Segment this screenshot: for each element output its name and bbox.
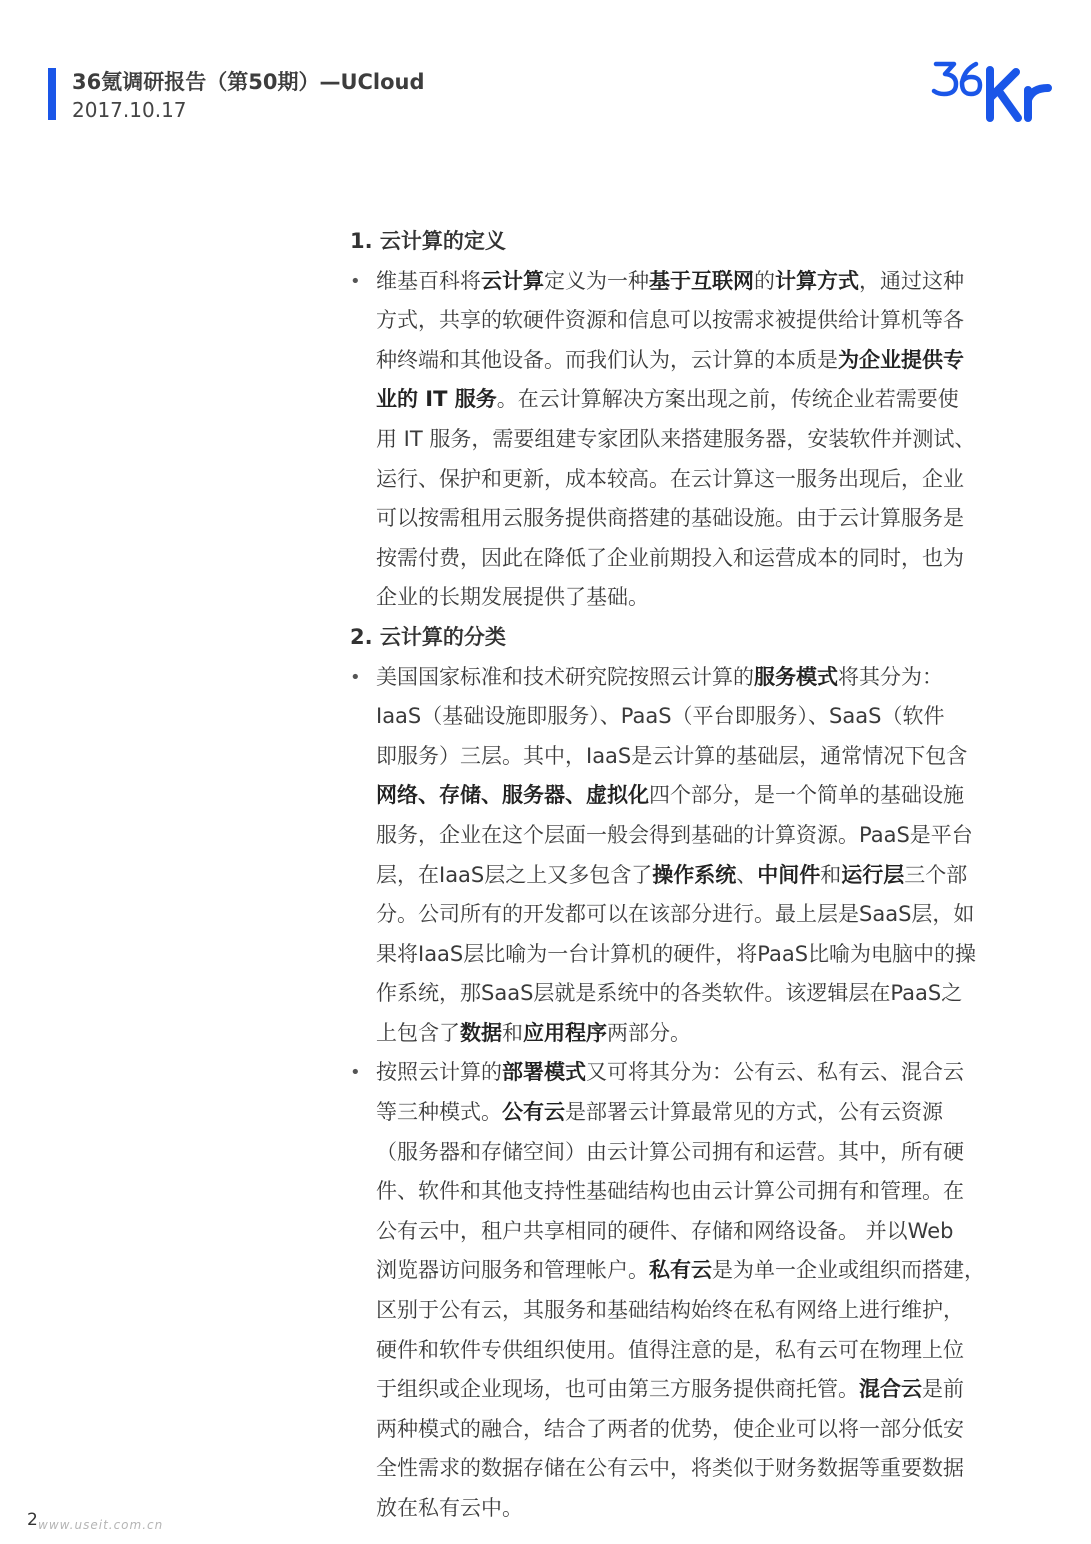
text-line [376,895,1010,935]
text-line [376,380,1010,420]
text-line [376,301,1010,341]
text-line [376,499,1010,539]
text-line [376,1212,1010,1252]
text-run: 公有云中，租户共享相同的硬件、存储和网络设备。 并以Web [376,1218,954,1243]
bold-text: 服务模式 [754,664,838,689]
text-run: 美国国家标准和技术研究院按照云计算的 [376,664,754,689]
text-run: 的 [754,268,775,293]
text-run: 区别于公有云，其服务和基础结构始终在私有网络上进行维护， [376,1298,964,1323]
text-run: 分。公司所有的开发都可以在该部分进行。最上层是SaaS层，如 [376,902,975,927]
text-line [376,1489,1010,1529]
text-run: 方式，共享的软硬件资源和信息可以按需求被提供给计算机等各 [376,308,964,333]
text-run: IaaS（基础设施即服务）、PaaS（平台即服务）、SaaS（软件 [376,704,945,729]
text-line [376,1410,1010,1450]
text-line [376,816,1010,856]
text-run: 于组织或企业现场，也可由第三方服务提供商托管。 [376,1377,859,1402]
bold-text: 数据 [460,1020,502,1045]
section-heading: 1. 云计算的定义 [350,229,506,253]
bullet-paragraph [350,1053,1010,1528]
text-line [376,935,1010,975]
text-run: 上包含了 [376,1020,460,1045]
text-run: 可以按需租用云服务提供商搭建的基础设施。由于云计算服务是 [376,506,964,531]
brand-logo [930,56,1054,122]
text-line [376,262,1010,302]
text-run: 按照云计算的 [376,1060,502,1085]
text-run: 是部署云计算最常见的方式，公有云资源 [565,1100,943,1125]
text-line [376,1291,1010,1331]
report-title: 36氪调研报告（第50期）—UCloud [72,70,425,94]
text-line [376,1172,1010,1212]
text-line [376,974,1010,1014]
text-run: 维基百科将 [376,268,481,293]
text-line [376,1014,1010,1054]
text-run: 浏览器访问服务和管理帐户。 [376,1258,649,1283]
text-line [376,1331,1010,1371]
bold-text: 运行层 [841,862,905,887]
bullet-paragraph [350,262,1010,618]
text-run: 层，在IaaS层之上又多包含了 [376,862,653,887]
text-line [376,1370,1010,1410]
text-run: 企业的长期发展提供了基础。 [376,585,649,610]
bold-text: 部署模式 [502,1060,586,1085]
text-run: 服务，企业在这个层面一般会得到基础的计算资源。PaaS是平台 [376,822,973,847]
bold-text: 网络、存储、服务器、虚拟化 [376,783,649,808]
text-line [376,578,1010,618]
bold-text: 为企业提供专 [838,347,964,372]
section-heading: 2. 云计算的分类 [350,624,506,649]
text-run: 是为单一企业或组织而搭建， [712,1258,985,1283]
bold-text: 应用程序 [523,1020,607,1045]
text-line [376,1133,1010,1173]
bold-text: 公有云 [502,1100,565,1125]
text-line [376,341,1010,381]
text-run: 又可将其分为：公有云、私有云、混合云 [586,1060,964,1085]
bullet-paragraph [350,658,1010,1054]
text-run: 放在私有云中。 [376,1496,523,1520]
text-run: 用 IT 服务，需要组建专家团队来搭建服务器，安装软件并测试、 [376,426,976,451]
bold-text: 业的 IT 服务 [376,387,497,412]
text-line [376,1251,1010,1291]
bold-text: 计算方式 [775,268,859,293]
watermark: www.useit.com.cn [38,1518,164,1532]
text-run: ，通过这种 [859,268,964,293]
text-run: 全性需求的数据存储在公有云中，将类似于财务数据等重要数据 [376,1456,964,1481]
text-run: 种终端和其他设备。而我们认为，云计算的本质是 [376,347,838,372]
text-line [376,460,1010,500]
text-run: 是前 [922,1377,964,1402]
text-line [376,776,1010,816]
text-run: 两种模式的融合，结合了两者的优势，使企业可以将一部分低安 [376,1416,964,1441]
text-run: 等三种模式。 [376,1100,502,1125]
text-run: 。在云计算解决方案出现之前，传统企业若需要使 [496,387,959,412]
text-line [376,1093,1010,1133]
bullet-dot-icon: • [350,270,361,292]
text-run: 件、软件和其他支持性基础结构也由云计算公司拥有和管理。在 [376,1179,964,1204]
header-accent-bar [48,68,56,120]
bold-text: 混合云 [859,1377,922,1402]
text-run: 果将IaaS层比喻为一台计算机的硬件，将PaaS比喻为电脑中的操 [376,941,977,966]
text-run: 即服务）三层。其中，IaaS是云计算的基础层，通常情况下包含 [376,743,968,768]
text-line [376,1053,1010,1093]
bullet-dot-icon: • [350,1062,361,1084]
text-run: 作系统，那SaaS层就是系统中的各类软件。该逻辑层在PaaS之 [376,981,963,1006]
text-line [376,856,1010,896]
bold-text: 私有云 [649,1258,712,1283]
text-run: 定义为一种 [544,268,649,293]
report-date: 2017.10.17 [72,98,187,122]
bold-text: 基于互联网 [649,268,754,293]
text-run: 、 [736,862,758,887]
text-run: 运行、保护和更新，成本较高。在云计算这一服务出现后，企业 [376,466,964,491]
text-line [376,658,1010,698]
text-run: 硬件和软件专供组织使用。值得注意的是，私有云可在物理上位 [376,1337,964,1362]
page-number: 2 [27,1510,38,1530]
text-line [376,1449,1010,1489]
text-run: 三个部 [904,862,968,887]
text-line [376,737,1010,777]
bold-text: 云计算 [481,268,544,293]
text-run: 和 [502,1020,523,1045]
article-content [350,222,1010,1529]
text-run: （服务器和存储空间）由云计算公司拥有和运营。其中，所有硬 [376,1139,964,1164]
bold-text: 中间件 [757,862,821,887]
text-line [376,697,1010,737]
text-run: 和 [820,862,842,887]
bold-text: 操作系统 [652,862,737,887]
text-run: 四个部分，是一个简单的基础设施 [649,783,964,808]
text-line [376,420,1010,460]
text-run: 将其分为： [838,664,943,689]
text-run: 按需付费，因此在降低了企业前期投入和运营成本的同时，也为 [376,545,964,570]
text-line [376,539,1010,579]
bullet-dot-icon: • [350,666,361,688]
text-run: 两部分。 [607,1020,691,1045]
